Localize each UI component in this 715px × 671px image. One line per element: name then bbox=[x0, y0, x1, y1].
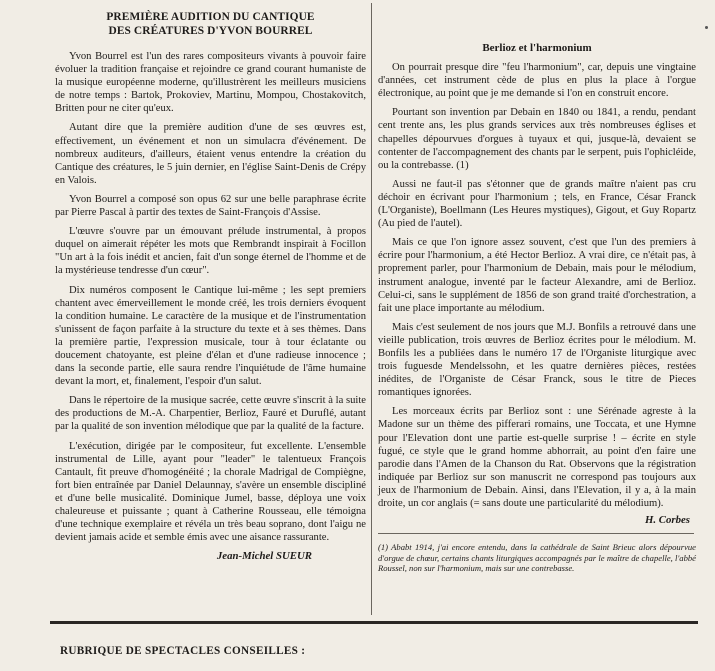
bottom-rule bbox=[50, 621, 698, 624]
left-signature: Jean-Michel SUEUR bbox=[216, 550, 312, 563]
section-heading: RUBRIQUE DE SPECTACLES CONSEILLES : bbox=[60, 645, 306, 657]
right-article-title: Berlioz et l'harmonium bbox=[482, 42, 592, 54]
left-paragraph-2: Autant dire que la première audition d'une de ses œuvres est, effectivement, un événement et non un simulacra d'événement. De nombreux auditeurs, d'ailleurs, étaient venus entendre la création du Cantique des créatures, le 5 juin dernier, en l'église Saint-Denis de Crépy en Valois. bbox=[55, 122, 366, 186]
left-paragraph-4: L'œuvre s'ouvre par un émouvant prélude instrumental, à propos duquel on aimerait répéter les mots que Rembrandt inspirait à Focillon "Un art à la fois inédit et ancien, fait d'un songe éternel de l'homme et de la mystérieuse tendresse d'un cœur". bbox=[55, 226, 366, 277]
article-title bbox=[55, 10, 366, 38]
footnote-divider bbox=[378, 533, 694, 534]
article-title-line-2: DES CRÉATURES D'YVON BOURREL bbox=[108, 25, 313, 37]
right-paragraph-4: Mais ce que l'on ignore assez souvent, c'est que l'un des premiers à écrire pour l'harmonium, a été Hector Berlioz. A vrai dire, ce n'était pas, à proprement parler, pour l'harmonium de Debain, mais pour le mélodium, instrument analogue, inventé par le facteur Alexandre, ami de Berlioz. Celui-ci, sans le supplément de 1856 de son grand traité d'orchestration, a fait une place importante au mélodium. bbox=[378, 237, 696, 314]
right-paragraph-6: Les morceaux écrits par Berlioz sont : une Sérénade agreste à la Madone sur un thème des pifferari romains, une Toccata, et une Hymne pour l'Elevation dont une partie est-quelle surprise ! – écrite en style fugué, ce style que le grand homme abhorrait, au point d'en faire une parodie dans l'Amen de la Chanson du Rat. Observons que la régistration indiquée par Berlioz sur son manuscrit ne correspond pas toujours aux jeux de l'harmonium de Debain. Ainsi, dans l'Elevation, il y a, à la main droite, un cor anglais (= sans doute une particularité du mélodium). bbox=[378, 406, 696, 509]
left-column bbox=[55, 0, 366, 563]
left-paragraph-7: L'exécution, dirigée par le compositeur, fut excellente. L'ensemble instrumental de Lille, ayant pour "leader" le talentueux François Cantault, fit preuve d'homogénéité ; la chorale Madrigal de Compiègne, fort bien entraînée par Daniel Delaunnay, s'avère un ensemble discipliné et d'une belle musicalité. Dominique Jumel, basse, déploya une voix chaleureuse et puissante ; quant à Catherine Rousseau, elle témoigna d'une technique exemplaire et révéla un très beau soprano, dont l'aigu ne devient jamais acide et semble émis avec une aisance rassurante. bbox=[55, 440, 366, 544]
article-title-line-1: PREMIÈRE AUDITION DU CANTIQUE bbox=[106, 11, 315, 23]
left-paragraph-3: Yvon Bourrel a composé son opus 62 sur une belle paraphrase écrite par Pierre Pascal à partir des textes de Saint-François d'Assise. bbox=[55, 193, 366, 219]
right-paragraph-2: Pourtant son invention par Debain en 1840 ou 1841, a rendu, pendant cent trente ans, les plus grands services aux très nombreuses églises et chapelles dépourvues d'orgues à tuyaux et qui, jusque-là, devaient se contenter de l'accompagnement des chants par le serpent, puis l'ophicléide, ou la contrebasse. (1) bbox=[378, 107, 696, 171]
left-paragraph-1: Yvon Bourrel est l'un des rares compositeurs vivants à pouvoir faire évoluer la tradition française et rejoindre ce grand courant humaniste de la musique européenne moderne, qu'illustrèrent les meilleurs musiciens de notre temps : Bartok, Prokoviev, Martinu, Mompou, Chostakovitch, Britten pour ne citer qu'eux. bbox=[55, 51, 366, 115]
right-paragraph-3: Aussi ne faut-il pas s'étonner que de grands maître n'aient pas cru déchoir en écrivant pour l'harmonium ; tels, en France, César Franck (L'Organiste), Boellmann (Les Heures mystiques), Gigout, et Guy Ropartz (Au pied de l'autel). bbox=[378, 178, 696, 230]
right-signature: H. Corbes bbox=[645, 514, 690, 527]
right-column bbox=[378, 0, 696, 574]
right-paragraph-1: On pourrait presque dire "feu l'harmonium", car, depuis une vingtaine d'années, cet instrument cède de plus en plus la place à l'orgue électronique, au point que je me demande si l'on en construit encore. bbox=[378, 62, 696, 100]
page-mark bbox=[705, 26, 708, 29]
right-paragraph-5: Mais c'est seulement de nos jours que M.J. Bonfils a retrouvé dans une vieille publication, trois œuvres de Berlioz écrites pour le mélodium. M. Bonfils les a publiées dans le numéro 17 de l'Organiste liturgique avec trois fuguesde Mendelssohn, et les quatre dernières pièces, restées inédites, de l'Organiste de César Franck, sous le titre de Pieces romantiques ignorées. bbox=[378, 321, 696, 399]
footnote: (1) Ababt 1914, j'ai encore entendu, dans la cathédrale de Saint Brieuc alors dépourvue d'orgue de chœur, certains chants liturgiques accompagnés par le maître de chapelle, l'abbé Roussel, non sur l'harmonium, mais sur une contrebasse. bbox=[378, 542, 696, 574]
left-paragraph-6: Dans le répertoire de la musique sacrée, cette œuvre s'inscrit à la suite des productions de M.-A. Charpentier, Berlioz, Fauré et Duruflé, autant par la qualité de son invention mélodique que par la qualité de la facture. bbox=[55, 395, 366, 433]
column-divider bbox=[371, 3, 372, 615]
left-paragraph-5: Dix numéros composent le Cantique lui-même ; les sept premiers chantent avec émerveillement le monde créé, les trois derniers évoquent la condition humaine. Le caractère de la musique et de l'instrumentation s'unissent de façon parfaite à la structure du texte et à ses thèmes. Dans la première partie, l'expression musicale, tour à tour éclatante ou doucement chatoyante, est pleine d'élan et d'une radieuse innocence ; dans la seconde partie, elle saura rendre l'inquiétude de l'âme humaine devant la mort, et, finalement, l'espoir d'un salut. bbox=[55, 284, 366, 388]
